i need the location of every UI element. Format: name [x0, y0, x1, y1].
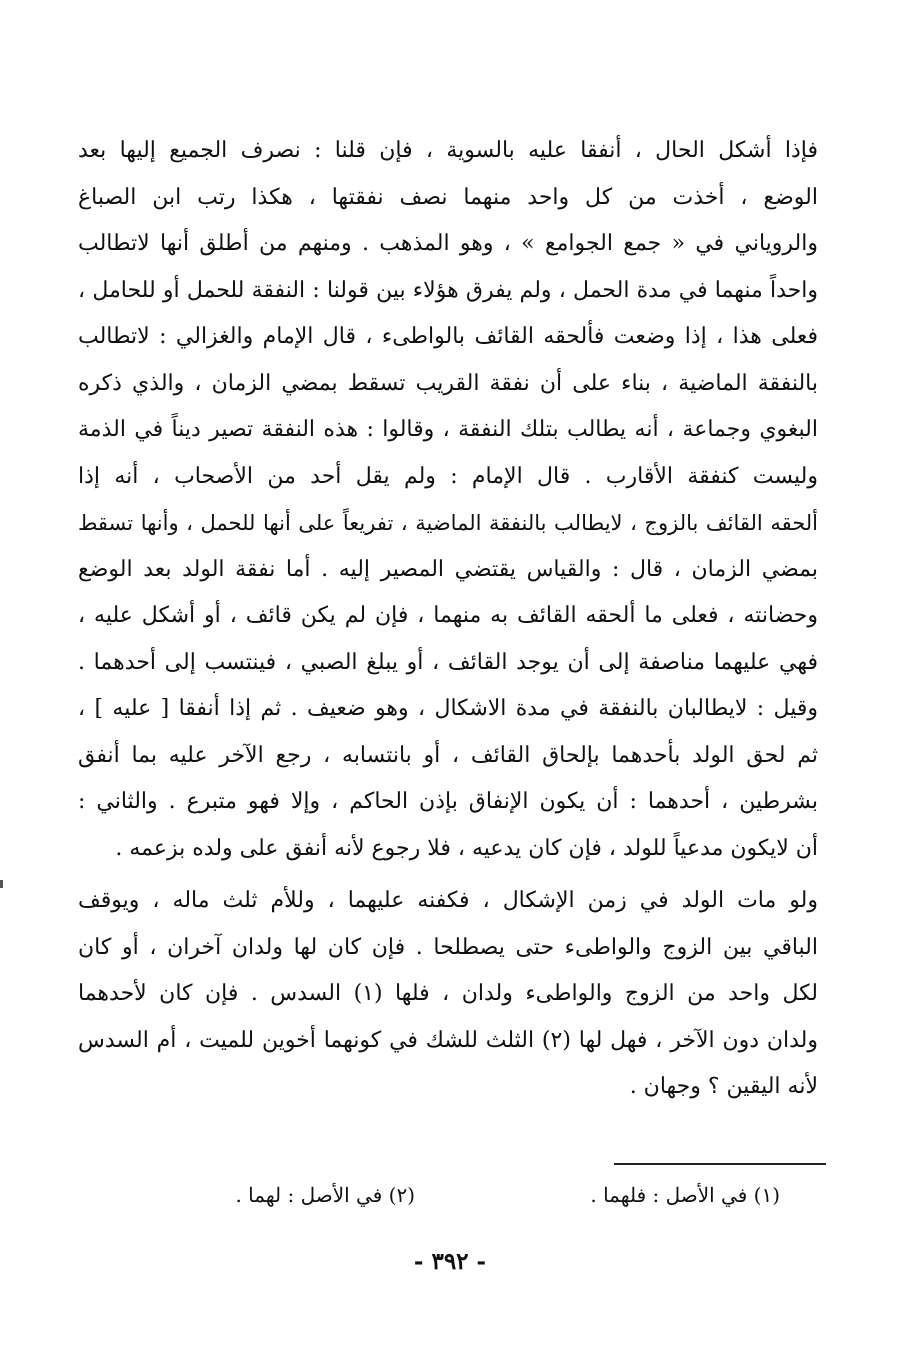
- text-line: فعلى هذا ، إذا وضعت فألحقه القائف بالواطىء ، قال الإمام والغزالي : لاتطالب: [78, 324, 818, 349]
- text-line: الباقي بين الزوج والواطىء حتى يصطلحا . فإن كان لها ولدان آخران ، أو كان: [78, 934, 818, 960]
- page-number: - ٣٩٢ -: [413, 1248, 487, 1275]
- text-line: ثم لحق الولد بأحدهما بإلحاق القائف ، أو بانتسابه ، رجع الآخر عليه بما أنفق: [78, 742, 818, 768]
- text-line: والروياني في « جمع الجوامع » ، وهو المذهب . ومنهم من أطلق أنها لاتطالب: [78, 231, 818, 256]
- text-line: أن لايكون مدعياً للولد ، فإن كان يدعيه ، فلا رجوع لأنه أنفق على ولده بزعمه .: [115, 835, 818, 861]
- footnote-1: (١) في الأصل : فلهما .: [590, 1183, 780, 1207]
- footnote-separator: [614, 1163, 826, 1165]
- text-line: ألحقه القائف بالزوج ، لايطالب بالنفقة الماضية ، تفريعاً على أنها للحمل ، وأنها تسقط: [78, 511, 818, 535]
- text-line: الوضع ، أخذت من كل واحد منهما نصف نفقتها ، هكذا رتب ابن الصباغ: [78, 184, 818, 210]
- main-text: [78, 128, 818, 1111]
- text-line: بمضي الزمان ، قال : والقياس يقتضي المصير إليه . أما نفقة الولد بعد الوضع: [78, 556, 818, 582]
- text-line: وحضانته ، فعلى ما ألحقه القائف به منهما ، فإن لم يكن قائف ، أو أشكل عليه ،: [78, 603, 818, 628]
- scan-margin-mark: [0, 880, 3, 888]
- text-line: فهي عليهما مناصفة إلى أن يوجد القائف ، أو يبلغ الصبي ، فينتسب إلى أحدهما .: [78, 649, 818, 675]
- footnotes: [150, 1183, 780, 1217]
- text-line: بالنفقة الماضية ، بناء على أن نفقة القريب تسقط بمضي الزمان ، والذي ذكره: [78, 370, 818, 396]
- text-line: بشرطين ، أحدهما : أن يكون الإنفاق بإذن الحاكم ، وإلا فهو متبرع . والثاني :: [78, 789, 818, 814]
- text-line: وليست كنفقة الأقارب . قال الإمام : ولم يقل أحد من الأصحاب ، أنه إذا: [78, 463, 818, 489]
- footnote-2: (٢) في الأصل : لهما .: [235, 1183, 415, 1207]
- text-line: لأنه اليقين ؟ وجهان .: [629, 1074, 818, 1099]
- text-line: فإذا أشكل الحال ، أنفقا عليه بالسوية ، فإن قلنا : نصرف الجميع إليها بعد: [78, 138, 818, 163]
- text-line: لكل واحد من الزوج والواطىء ولدان ، فلها (١) السدس . فإن كان لأحدهما: [78, 981, 818, 1006]
- paragraph-2: [78, 878, 818, 1111]
- text-line: ولدان دون الآخر ، فهل لها (٢) الثلث للشك في كونهما أخوين للميت ، أم السدس: [78, 1027, 818, 1053]
- text-line: وقيل : لايطالبان بالنفقة في مدة الاشكال ، وهو ضعيف . ثم إذا أنفقا [ عليه ] ،: [78, 696, 818, 721]
- text-line: ولو مات الولد في زمن الإشكال ، فكفنه عليهما ، وللأم ثلث ماله ، ويوقف: [78, 888, 818, 913]
- text-line: واحداً منهما في مدة الحمل ، ولم يفرق هؤلاء بين قولنا : النفقة للحمل أو للحامل ،: [78, 277, 818, 303]
- text-line: البغوي وجماعة ، أنه يطالب بتلك النفقة ، وقالوا : هذه النفقة تصير ديناً في الذمة: [78, 417, 818, 442]
- paragraph-1: [78, 128, 818, 872]
